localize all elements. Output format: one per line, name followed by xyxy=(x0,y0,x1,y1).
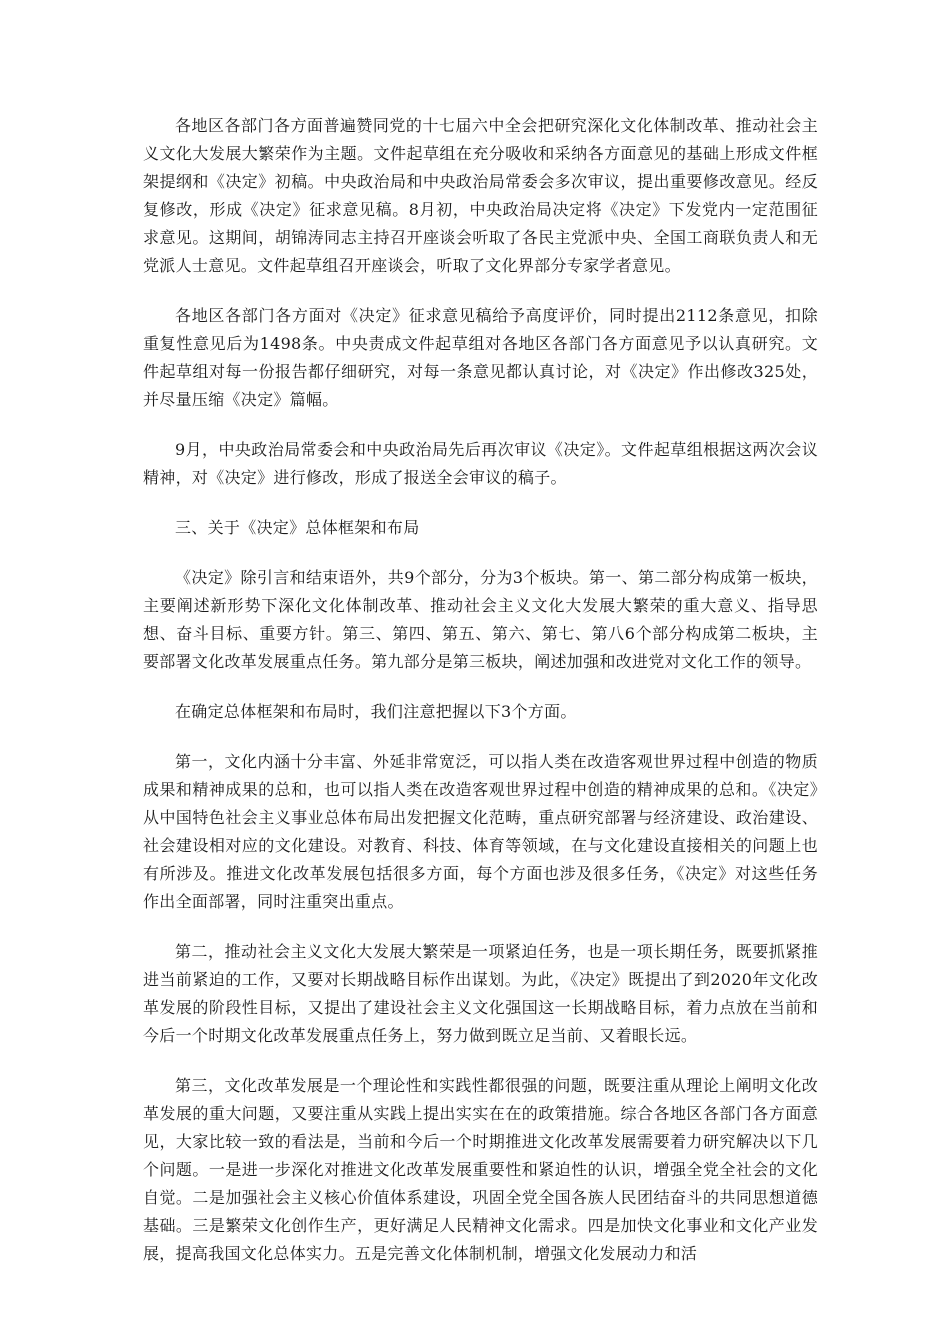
paragraph-three-aspects-intro: 在确定总体框架和布局时，我们注意把握以下3个方面。 xyxy=(175,702,577,721)
paragraph-september-review: 9月，中央政治局常委会和中央政治局先后再次审议《决定》。文件起草组根据这两次会议精神，对《决定》进行修改，形成了报送全会审议的稿子。 xyxy=(143,440,818,487)
paragraph-aspect-three: 第三，文化改革发展是一个理论性和实践性都很强的问题，既要注重从理论上阐明文化改革发展的重大问题，又要注重从实践上提出实实在在的政策措施。综合各地区各部门各方面意见，大家比较一致的看法是，当前和今后一个时期推进文化改革发展需要着力研究解决以下几个问题。一是进一步深化对推进文化改革发展重要性和紧迫性的认识，增强全党全社会的文化自觉。二是加强社会主义核心价值体系建设，巩固全党全国各族人民团结奋斗的共同思想道德基础。三是繁荣文化创作生产，更好满足人民精神文化需求。四是加快文化事业和文化产业发展，提高我国文化总体实力。五是完善文化体制机制，增强文化发展动力和活 xyxy=(143,1076,818,1263)
paragraph-aspect-two: 第二，推动社会主义文化大发展大繁荣是一项紧迫任务，也是一项长期任务，既要抓紧推进当前紧迫的工作，又要对长期战略目标作出谋划。为此，《决定》既提出了到2020年文化改革发展的阶段性目标，又提出了建设社会主义文化强国这一长期战略目标，着力点放在当前和今后一个时期文化改革发展重点任务上，努力做到既立足当前、又着眼长远。 xyxy=(143,942,818,1045)
paragraph-opinions-feedback: 各地区各部门各方面对《决定》征求意见稿给予高度评价，同时提出2112条意见，扣除重复性意见后为1498条。中央责成文件起草组对各地区各部门各方面意见予以认真研究。文件起草组对每一份报告都仔细研究，对每一条意见都认真讨论，对《决定》作出修改325处，并尽量压缩《决定》篇幅。 xyxy=(143,306,818,409)
document-body xyxy=(143,112,818,1268)
paragraph-aspect-one: 第一，文化内涵十分丰富、外延非常宽泛，可以指人类在改造客观世界过程中创造的物质成果和精神成果的总和，也可以指人类在改造客观世界过程中创造的精神成果的总和。《决定》从中国特色社会主义事业总体布局出发把握文化范畴，重点研究部署与经济建设、政治建设、社会建设相对应的文化建设。对教育、科技、体育等领域，在与文化建设直接相关的问题上也有所涉及。推进文化改革发展包括很多方面，每个方面也涉及很多任务，《决定》对这些任务作出全面部署，同时注重突出重点。 xyxy=(143,752,818,911)
section-heading: 三、关于《决定》总体框架和布局 xyxy=(175,518,420,537)
paragraph-drafting-process: 各地区各部门各方面普遍赞同党的十七届六中全会把研究深化文化体制改革、推动社会主义文化大发展大繁荣作为主题。文件起草组在充分吸收和采纳各方面意见的基础上形成文件框架提纲和《决定》初稿。中央政治局和中央政治局常委会多次审议，提出重要修改意见。经反复修改，形成《决定》征求意见稿。8月初，中央政治局决定将《决定》下发党内一定范围征求意见。这期间，胡锦涛同志主持召开座谈会听取了各民主党派中央、全国工商联负责人和无党派人士意见。文件起草组召开座谈会，听取了文化界部分专家学者意见。 xyxy=(143,116,818,275)
paragraph-structure: 《决定》除引言和结束语外，共9个部分，分为3个板块。第一、第二部分构成第一板块，主要阐述新形势下深化文化体制改革、推动社会主义文化大发展大繁荣的重大意义、指导思想、奋斗目标、重要方针。第三、第四、第五、第六、第七、第八6个部分构成第二板块，主要部署文化改革发展重点任务。第九部分是第三板块，阐述加强和改进党对文化工作的领导。 xyxy=(143,568,818,671)
